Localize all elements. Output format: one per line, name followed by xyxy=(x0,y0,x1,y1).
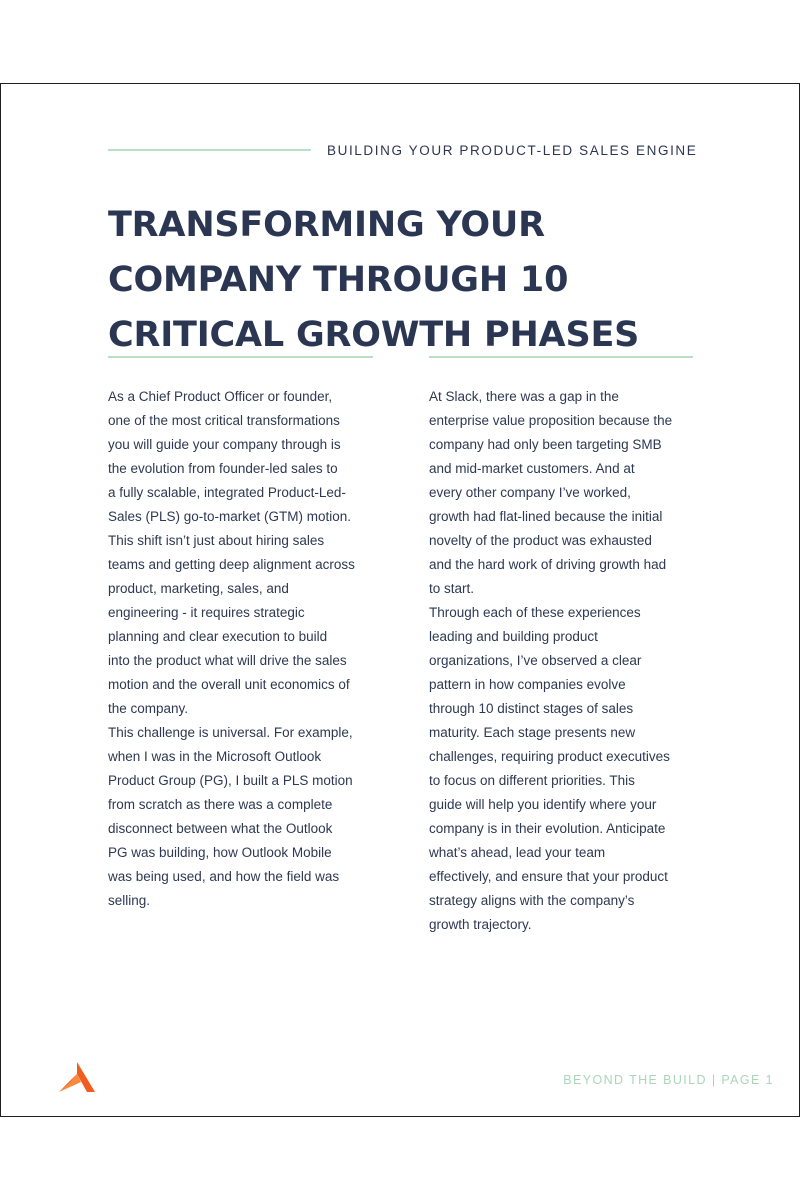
body-paragraph xyxy=(108,721,383,913)
title-line: COMPANY THROUGH 10 xyxy=(108,260,569,300)
text-line: pattern in how companies evolve xyxy=(429,677,626,692)
text-line: challenges, requiring product executives xyxy=(429,749,670,764)
text-line: every other company I’ve worked, xyxy=(429,485,631,500)
text-line: novelty of the product was exhausted xyxy=(429,533,652,548)
text-line: growth trajectory. xyxy=(429,917,532,932)
text-line: into the product what will drive the sales xyxy=(108,653,347,668)
text-line: you will guide your company through is xyxy=(108,437,341,452)
text-line: was being used, and how the field was xyxy=(108,869,340,884)
text-line: the company. xyxy=(108,701,189,716)
text-line: from scratch as there was a complete xyxy=(108,797,333,812)
text-line: effectively, and ensure that your product xyxy=(429,869,668,884)
text-line: At Slack, there was a gap in the xyxy=(429,389,619,404)
text-line: Sales (PLS) go-to-market (GTM) motion. xyxy=(108,509,352,524)
page-footer: BEYOND THE BUILD | PAGE 1 xyxy=(563,1073,774,1087)
text-line: disconnect between what the Outlook xyxy=(108,821,333,836)
text-line: through 10 distinct stages of sales xyxy=(429,701,634,716)
text-line: and mid-market customers. And at xyxy=(429,461,635,476)
body-paragraph xyxy=(108,385,383,721)
text-line: company is in their evolution. Anticipate xyxy=(429,821,666,836)
text-line: the evolution from founder-led sales to xyxy=(108,461,338,476)
text-line: maturity. Each stage presents new xyxy=(429,725,636,740)
text-line: enterprise value proposition because the xyxy=(429,413,673,428)
right-column-divider xyxy=(429,356,693,358)
text-line: to start. xyxy=(429,581,475,596)
text-line: As a Chief Product Officer or founder, xyxy=(108,389,333,404)
right-column xyxy=(429,385,704,937)
running-header: BUILDING YOUR PRODUCT-LED SALES ENGINE xyxy=(327,143,698,158)
text-line: Through each of these experiences xyxy=(429,605,641,620)
text-line: PG was building, how Outlook Mobile xyxy=(108,845,332,860)
text-line: guide will help you identify where your xyxy=(429,797,657,812)
body-paragraph xyxy=(429,385,704,601)
title-line: TRANSFORMING YOUR xyxy=(108,205,545,245)
text-line: a fully scalable, integrated Product-Led- xyxy=(108,485,346,500)
text-line: organizations, I’ve observed a clear xyxy=(429,653,642,668)
text-line: selling. xyxy=(108,893,151,908)
text-line: to focus on different priorities. This xyxy=(429,773,635,788)
text-line: motion and the overall unit economics of xyxy=(108,677,350,692)
text-line: This challenge is universal. For example, xyxy=(108,725,353,740)
body-paragraph xyxy=(429,601,704,937)
page-title xyxy=(108,198,708,363)
text-line: planning and clear execution to build xyxy=(108,629,328,644)
header-divider xyxy=(108,149,311,151)
text-line: leading and building product xyxy=(429,629,598,644)
orange-arrow-logo-icon xyxy=(59,1062,95,1094)
text-line: teams and getting deep alignment across xyxy=(108,557,355,572)
left-column xyxy=(108,385,383,913)
text-line: what’s ahead, lead your team xyxy=(429,845,606,860)
text-line: This shift isn’t just about hiring sales xyxy=(108,533,325,548)
text-line: and the hard work of driving growth had xyxy=(429,557,667,572)
text-line: product, marketing, sales, and xyxy=(108,581,289,596)
title-line: CRITICAL GROWTH PHASES xyxy=(108,315,640,355)
left-column-divider xyxy=(108,356,373,358)
text-line: company had only been targeting SMB xyxy=(429,437,662,452)
text-line: one of the most critical transformations xyxy=(108,413,340,428)
document-page xyxy=(0,83,800,1117)
text-line: growth had flat-lined because the initial xyxy=(429,509,663,524)
text-line: engineering - it requires strategic xyxy=(108,605,305,620)
text-line: strategy aligns with the company’s xyxy=(429,893,635,908)
text-line: when I was in the Microsoft Outlook xyxy=(108,749,322,764)
text-line: Product Group (PG), I built a PLS motion xyxy=(108,773,353,788)
